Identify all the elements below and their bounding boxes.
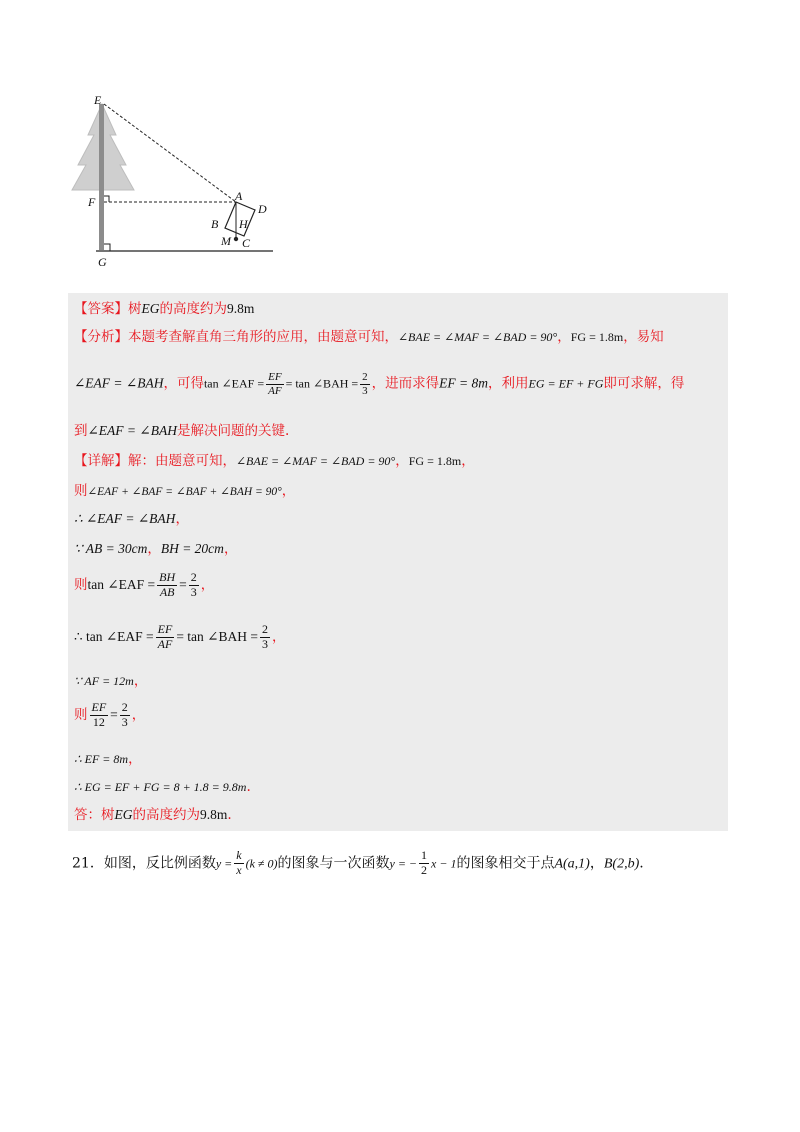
analysis-math-2: FG = 1.8m [570, 330, 624, 344]
geometry-figure [68, 90, 280, 270]
analysis-text: 本题考查解直角三角形的应用，由题意可知， [128, 329, 398, 345]
step-2-math: ∴ ∠EAF = ∠BAH [74, 511, 176, 526]
label-a: A [235, 189, 243, 203]
step-4-num-2: 2 [190, 570, 197, 584]
final-pre: 答：树 [74, 807, 115, 823]
q21-number: 21． [72, 855, 104, 872]
l3-math-2: EF = 8m [439, 375, 489, 391]
analysis-math-1: ∠BAE = ∠MAF = ∠BAD = 90° [398, 330, 558, 344]
step-4-den-2: 3 [190, 584, 197, 599]
answer-var: EG [141, 301, 160, 316]
final-var: EG [114, 807, 133, 822]
detail-math-2: FG = 1.8m [408, 454, 462, 468]
q21-f1-den: x [236, 862, 242, 877]
label-c: C [242, 236, 251, 250]
label-m: M [221, 234, 231, 248]
l3-text-1: ，可得 [163, 375, 204, 392]
step-4 [74, 571, 214, 600]
detail-line [74, 453, 475, 469]
step-7-frac-2 [120, 701, 130, 730]
analysis-line-1 [74, 329, 664, 345]
step-5-eq: = tan ∠BAH = [176, 628, 258, 644]
l4-text-1: 到 [74, 423, 88, 439]
l3-text-2: ，进而求得 [371, 375, 440, 392]
step-5-num-2: 2 [261, 622, 268, 636]
analysis-comma: ， [557, 329, 571, 345]
l3-math-1: ∠EAF = ∠BAH [74, 375, 164, 391]
step-4-frac-1 [157, 571, 177, 600]
q21-f1-lhs: y = [215, 856, 233, 871]
step-2 [74, 511, 189, 527]
step-6 [74, 673, 147, 689]
q21-f1-num: k [236, 848, 242, 862]
step-4-end: ， [200, 576, 215, 593]
l3-frac-1 [266, 371, 283, 397]
step-4-math: tan ∠EAF = [87, 576, 156, 592]
label-e: E [94, 93, 102, 107]
step-7-end: ， [131, 706, 146, 723]
l3-text-3: ，利用 [488, 375, 529, 392]
q21-text-2: 的图象与一次函数 [277, 855, 390, 872]
answer-line [74, 301, 254, 317]
l3-math-3: EG = EF + FG [528, 376, 604, 391]
solution-box [68, 293, 728, 831]
q21-f2-frac [419, 849, 429, 878]
tree-trunk [99, 104, 104, 250]
label-d: D [258, 202, 267, 216]
step-5-den-2: 3 [261, 636, 268, 651]
answer-mid: 的高度约为 [159, 301, 227, 317]
step-5-num: EF [157, 622, 173, 636]
q21-end: . [639, 855, 644, 872]
step-8 [74, 751, 142, 767]
answer-pre: 树 [128, 301, 142, 317]
step-5-end: ， [271, 628, 286, 645]
label-g: G [98, 255, 107, 269]
detail-tag: 【详解】 [74, 453, 128, 469]
l3-frac-num: EF [268, 371, 282, 383]
step-9 [74, 779, 251, 795]
q21-f1-cond: (k ≠ 0) [245, 856, 278, 871]
l3-tan-2: = tan ∠BAH = [285, 376, 359, 391]
step-7-eq: = [110, 706, 118, 722]
step-5 [74, 623, 285, 652]
step-8-math: ∴ EF = 8m [74, 752, 129, 766]
step-6-end: ， [133, 673, 148, 689]
step-4-eq: = [179, 576, 187, 592]
step-3-math-2: BH = 20cm [160, 541, 224, 556]
step-9-math: ∴ EG = EF + FG = 8 + 1.8 = 9.8m [74, 780, 247, 794]
step-5-den: AF [157, 636, 173, 651]
step-1 [74, 483, 295, 500]
l4-math: ∠EAF = ∠BAH [87, 423, 177, 438]
detail-comma: ， [395, 453, 409, 469]
analysis-line-3 [74, 423, 289, 439]
step-1-math: ∠EAF + ∠BAF = ∠BAF + ∠BAH = 90° [87, 486, 282, 498]
detail-end: ， [461, 453, 475, 469]
right-angle-mark-f [104, 196, 109, 202]
l3-text-4: 即可求解，得 [603, 375, 685, 392]
q21-f2-den: 2 [421, 862, 428, 877]
step-4-frac-2 [189, 571, 199, 600]
step-7-pre: 则 [74, 706, 88, 723]
q21-text-3: 的图象相交于点 [456, 855, 555, 872]
q21-f2-lhs: y = − [389, 856, 418, 871]
final-mid: 的高度约为 [132, 807, 200, 823]
step-2-end: ， [175, 511, 189, 527]
step-4-pre: 则 [74, 576, 88, 593]
step-7-den: 12 [92, 714, 105, 729]
final-end: . [227, 807, 232, 823]
analysis-tag: 【分析】 [74, 329, 128, 345]
step-4-den: AB [159, 584, 175, 599]
label-f: F [88, 195, 96, 209]
final-answer-line [74, 807, 232, 823]
step-5-frac-1 [156, 623, 175, 652]
detail-math-1: ∠BAE = ∠MAF = ∠BAD = 90° [236, 454, 396, 468]
plumb-bob [234, 237, 238, 241]
step-3-end: ， [223, 541, 238, 557]
step-6-math: ∵ AF = 12m [74, 674, 134, 688]
l3-frac-den: AF [268, 384, 282, 397]
answer-tag: 【答案】 [74, 301, 128, 317]
q21-comma: ， [589, 855, 604, 872]
right-angle-mark-g [104, 244, 110, 251]
l3-frac2-num: 2 [362, 371, 368, 383]
step-3-math-1: ∵ AB = 30cm [74, 541, 148, 556]
q21-f2-num: 1 [421, 848, 428, 862]
l3-tan-1: tan ∠EAF = [203, 376, 265, 391]
step-7-den-2: 3 [121, 714, 128, 729]
q21-f2-rhs: x − 1 [431, 856, 457, 871]
detail-text: 解：由题意可知， [128, 453, 236, 469]
step-5-math: ∴ tan ∠EAF = [74, 628, 154, 644]
step-9-end: . [246, 779, 251, 795]
step-3-mid: ， [147, 541, 161, 557]
step-7-num-2: 2 [121, 700, 128, 714]
step-1-end: ， [281, 483, 296, 499]
q21-text-1: 如图，反比例函数 [103, 855, 216, 872]
l3-frac2-den: 3 [362, 384, 368, 397]
l4-text-2: 是解决问题的关键. [176, 423, 290, 439]
step-1-pre: 则 [74, 483, 88, 499]
label-h: H [239, 217, 248, 231]
final-value: 9.8m [200, 807, 228, 822]
q21-f1-frac [234, 849, 243, 878]
l3-frac-2 [360, 371, 370, 397]
step-5-frac-2 [260, 623, 270, 652]
q21-point-b: B(2,b) [603, 856, 640, 872]
label-b: B [211, 217, 219, 231]
question-21 [72, 849, 644, 878]
step-7-frac-1 [90, 701, 109, 730]
step-4-num: BH [159, 570, 176, 584]
step-8-end: ， [128, 751, 142, 767]
analysis-line-2 [74, 371, 684, 397]
step-3 [74, 541, 237, 557]
step-7 [74, 701, 145, 730]
analysis-text-2: ，易知 [623, 329, 664, 345]
step-7-num: EF [91, 700, 107, 714]
answer-value: 9.8m [227, 301, 255, 316]
q21-point-a: A(a,1) [554, 856, 590, 872]
